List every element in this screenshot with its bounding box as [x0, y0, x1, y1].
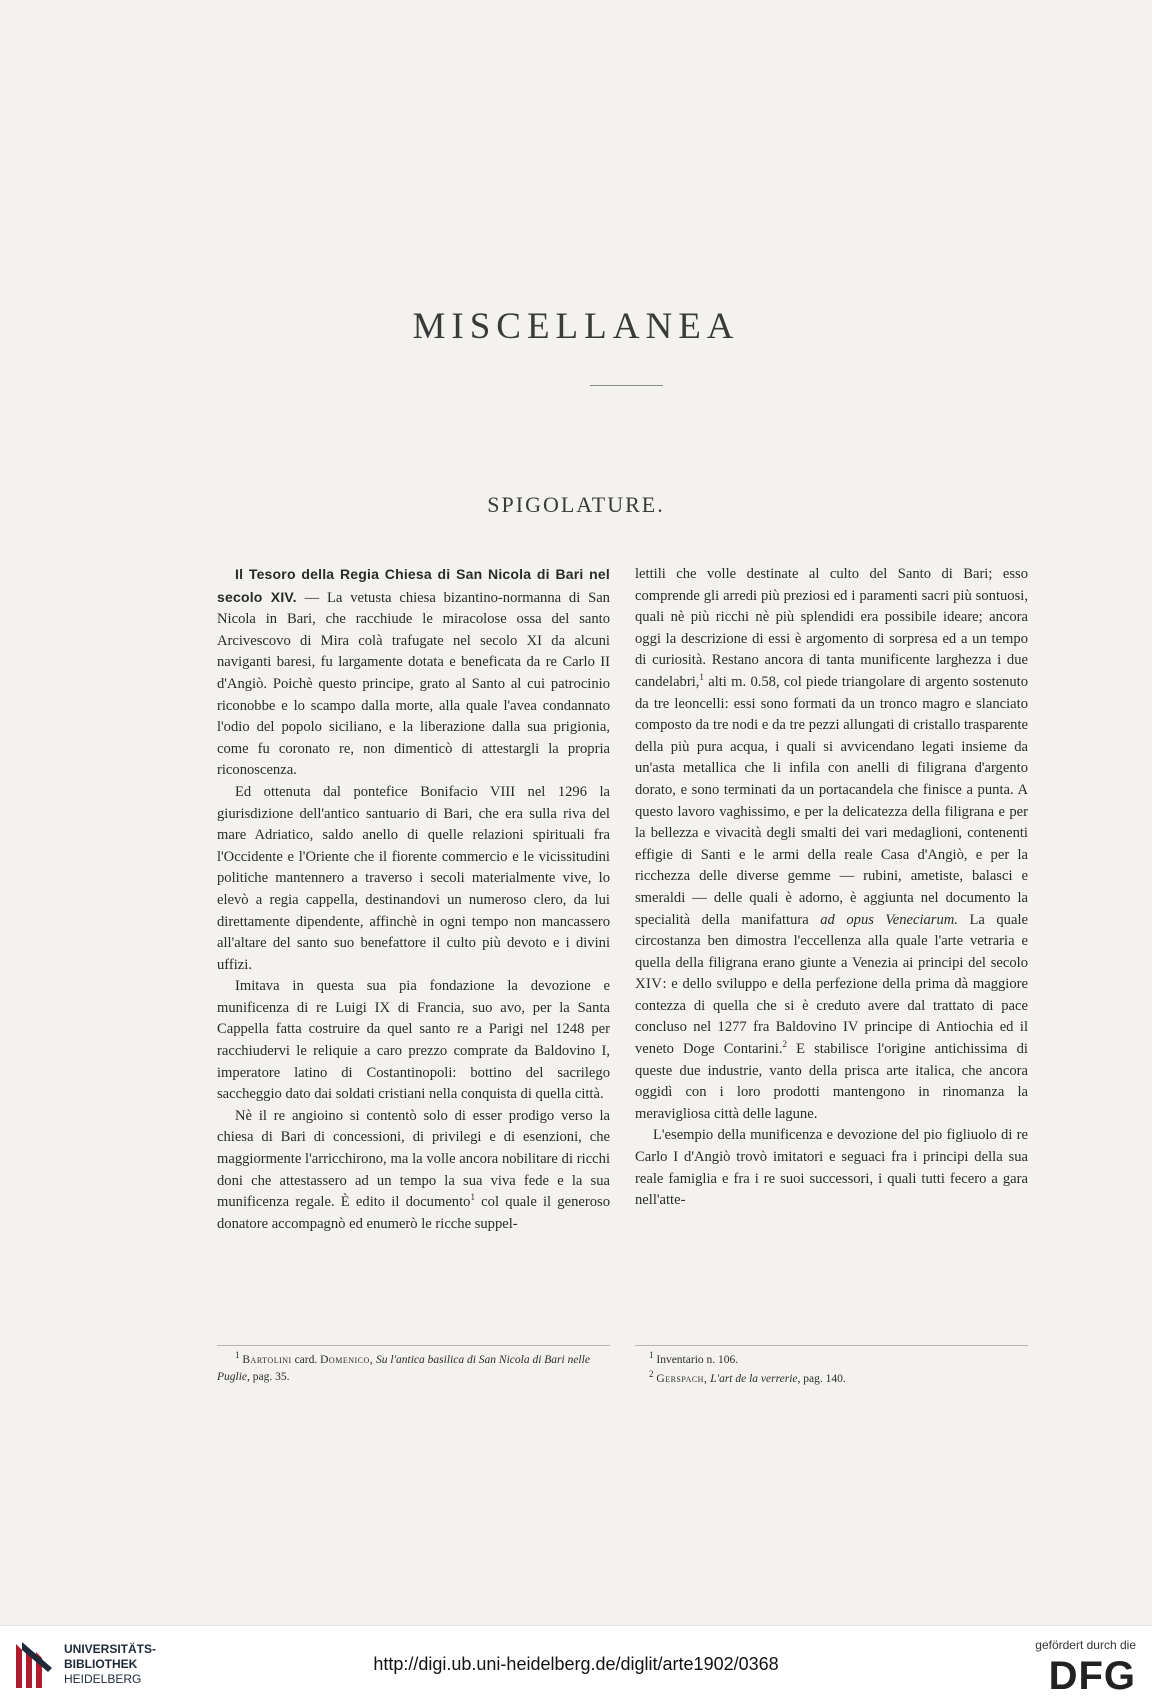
- permalink-url[interactable]: http://digi.ub.uni-heidelberg.de/diglit/arte1902/0368: [373, 1654, 779, 1674]
- footnote-number: 1: [235, 1350, 240, 1361]
- paragraph-text: col quale il generoso donatore accompagnò ed enumerò le ricche suppel-: [217, 1194, 610, 1232]
- footnote-text: card.: [294, 1354, 318, 1366]
- footnote-divider: [217, 1345, 610, 1346]
- footnote: [217, 1352, 610, 1386]
- page-title: MISCELLANEA: [412, 306, 740, 347]
- footnote-ref[interactable]: 2: [782, 1039, 787, 1050]
- footnote-author: Gerspach,: [656, 1373, 708, 1385]
- footnote-number: 1: [649, 1350, 654, 1361]
- footnote: [635, 1371, 1028, 1388]
- library-name-line: UNIVERSITÄTS-: [64, 1642, 157, 1656]
- paragraph: [217, 1106, 610, 1236]
- paragraph: [217, 564, 610, 782]
- right-column: [635, 564, 1028, 1212]
- article-heading: Il Tesoro della Regia Chiesa di San Nicola di Bari nel secolo XIV.: [217, 566, 610, 605]
- italic-phrase: ad opus Veneciarum.: [820, 911, 958, 928]
- footnote-page: pag. 140.: [803, 1373, 846, 1385]
- footnote-number: 2: [649, 1369, 654, 1380]
- library-name-line: BIBLIOTHEK: [64, 1657, 138, 1671]
- funding-caption: gefördert durch die: [1035, 1638, 1136, 1652]
- dfg-logo-icon: DFG: [1048, 1654, 1136, 1698]
- footnote-title: L'art de la verrerie,: [710, 1373, 801, 1385]
- footnote-page: pag. 35.: [252, 1371, 290, 1383]
- left-column: [217, 564, 610, 1235]
- paragraph: Imitava in questa sua pia fondazione la devozione e munificenza di re Luigi IX di Francia, suo avo, per la Santa Cappella fatta costruire da quel santo re a Parigi nel 1248 per racchiudervi le reliquie a caro prezzo comprate da Baldovino I, imperatore latino di Costantinopoli: bottino del sacrilego saccheggio dato dai soldati cristiani nella conquista di quella città.: [217, 978, 610, 1103]
- paragraph-text: lettili che volle destinate al culto del Santo di Bari; esso comprende gli arredi più preziosi ed i paramenti sacri più sontuosi, quali nè più ricchi nè più splendidi era possibile ideare; ancora oggi la descrizione di essi è argomento di sorpresa ed a un tempo di curiosità. Restano ancora di tanta munificente larghezza i due candelabri,: [635, 566, 1028, 690]
- footnote-author-given: Domenico,: [320, 1354, 374, 1366]
- paragraph-text: : e dello sviluppo e della perfezione della prima dà maggiore contezza di quella che si è creduto avere dal trattato di pace concluso nel 1277 fra Baldovino IV principe di Antiochia ed il veneto Doge Contarini.: [635, 976, 1028, 1058]
- paragraph-text: alti m. 0.58, col piede triangolare di argento sostenuto da tre leoncelli: essi sono formati da un tronco magro e slanciato composto da tre nodi e da tre pezzi allungati di cristallo trasparente della più pura acqua, i quali si avvicendano legati insieme da un'asta metallica che li infila con anelli di filigrana d'argento dorato, e sono terminati da un portacandela che finisce a punta. A questo lavoro vaghissimo, e per la delicatezza della filigrana e per la bellezza e vivacità degli smalti dei vari medaglioni, contenenti effigie di Santi e le armi della reale Casa d'Angiò, e per la ricchezza delle diverse gemme — rubini, ametiste, balasci e smeraldi — delle quali è adorno, è aggiunta nel documento la specialità della manifattura: [635, 673, 1028, 928]
- footnote-author: Bartolini: [242, 1354, 292, 1366]
- footnote-divider: [635, 1345, 1028, 1346]
- footnote-ref[interactable]: 1: [470, 1192, 475, 1203]
- paragraph-text: E stabilisce l'origine antichissima di queste due industrie, vanto della prisca arte italica, che ancora oggidì con i loro prodotti mantengono in rinomanza la meravigliosa città delle lagune.: [635, 1041, 1028, 1122]
- paragraph: Ed ottenuta dal pontefice Bonifacio VIII nel 1296 la giurisdizione dell'antico santuario di Bari, che era sulla riva del mare Adriatico, saldo anello di quelle relazioni spirituali fra l'Occidente e l'Oriente che il fiorente commercio e le vicissitudini politiche mantennero a traverso i secoli materialmente vive, lo elevò a regia cappella, destinandovi un numeroso clero, da lui direttamente dipendente, affinchè in ogni tempo non mancassero all'altare del santo suo benefattore il culto più devoto e i divini uffizi.: [217, 783, 610, 973]
- section-title: SPIGOLATURE.: [487, 492, 665, 517]
- paragraph-text: Nè il re angioino si contentò solo di esser prodigo verso la chiesa di Bari di concessioni, di privilegi e di esenzioni, che maggiormente l'arricchirono, ma la volle ancora nobilitare di ricchi doni che attestassero ad un tempo la sua viva fede e la sua munificenza regale. È edito il documento: [217, 1107, 610, 1211]
- title-divider: [590, 385, 663, 386]
- digitization-footer: [0, 1625, 1152, 1708]
- paragraph: [635, 564, 1028, 1125]
- footnote-text: Inventario n. 106.: [656, 1354, 739, 1366]
- paragraph: L'esempio della munificenza e devozione del pio figliuolo di re Carlo I d'Angiò trovò imitatori e seguaci fra i principi della sua reale famiglia e fra i re suoi successori, i quali tutti fecero a gara nell'atte-: [635, 1127, 1028, 1209]
- century-numeral: XIV: [635, 976, 663, 993]
- footnote: [635, 1352, 1028, 1369]
- paragraph-text: — La vetusta chiesa bizantino-normanna di San Nicola in Bari, che racchiude le miracolose ossa del santo Arcivescovo di Mira colà trafugate nel secolo XI da alcuni naviganti baresi, fu largamente dotata e beneficata da re Carlo II d'Angiò. Poichè questo principe, grato al Santo al cui patrocinio riconobbe e lo scampo dalla morte, alla quale l'avea condannato l'odio del popolo siciliano, e la liberazione dalla sua prigionia, come fu coronato re, non dimenticò di attestargli la propria riconoscenza.: [217, 589, 610, 779]
- footnote-ref[interactable]: 1: [699, 672, 704, 683]
- library-name-line: HEIDELBERG: [64, 1672, 142, 1686]
- paragraph-text: La quale circostanza ben dimostra l'eccellenza alla quale l'arte vetraria e quella della filigrana erano giunte a Venezia ai principi del secolo: [635, 911, 1028, 971]
- footnote-title: Su l'antica basilica di San Nicola di Bari nelle Puglie,: [217, 1354, 590, 1383]
